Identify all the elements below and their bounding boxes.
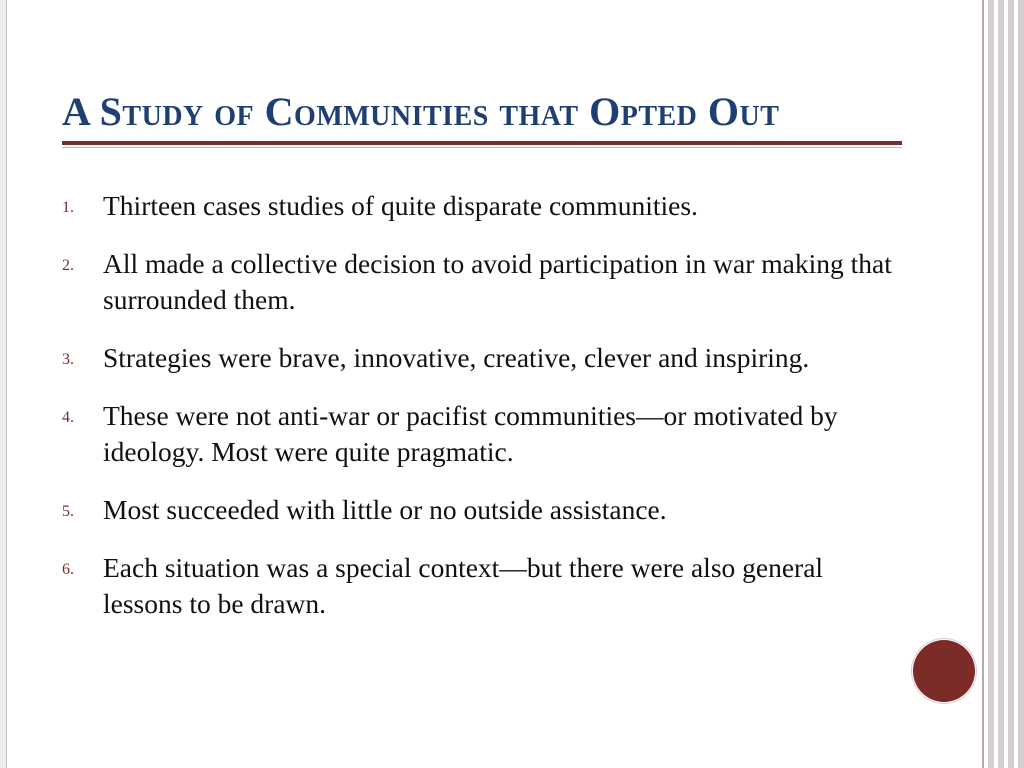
- stripe: [988, 0, 994, 768]
- right-decorative-stripes: [978, 0, 1024, 768]
- stripe: [998, 0, 1004, 768]
- decorative-circle: [913, 640, 975, 702]
- list-number: 2.: [62, 257, 74, 274]
- list-number: 4.: [62, 409, 74, 426]
- list-text: These were not anti-war or pacifist communities—or motivated by ideology. Most were quite pragmatic.: [103, 400, 838, 467]
- stripe: [1018, 0, 1024, 768]
- title-underline: [62, 141, 902, 145]
- numbered-list: [62, 188, 902, 644]
- list-number: 6.: [62, 561, 74, 578]
- stripe: [982, 0, 984, 768]
- list-text: Most succeeded with little or no outside assistance.: [103, 494, 667, 525]
- list-text: All made a collective decision to avoid participation in war making that surrounded them.: [103, 248, 892, 315]
- list-number: 3.: [62, 351, 74, 368]
- list-text: Strategies were brave, innovative, creative, clever and inspiring.: [103, 342, 810, 373]
- list-number: 5.: [62, 503, 74, 520]
- title-underline-thin: [62, 147, 902, 148]
- list-text: Each situation was a special context—but there were also general lessons to be drawn.: [103, 552, 824, 619]
- slide-title: A Study of Communities that Opted Out: [62, 89, 780, 134]
- list-item: [62, 492, 902, 528]
- stripe: [1008, 0, 1014, 768]
- list-number: 1.: [62, 199, 74, 216]
- list-item: [62, 188, 902, 224]
- list-item: [62, 398, 902, 470]
- left-border: [0, 0, 7, 768]
- list-text: Thirteen cases studies of quite disparate communities.: [103, 190, 698, 221]
- list-item: [62, 246, 902, 318]
- list-item: [62, 550, 902, 622]
- list-item: [62, 340, 902, 376]
